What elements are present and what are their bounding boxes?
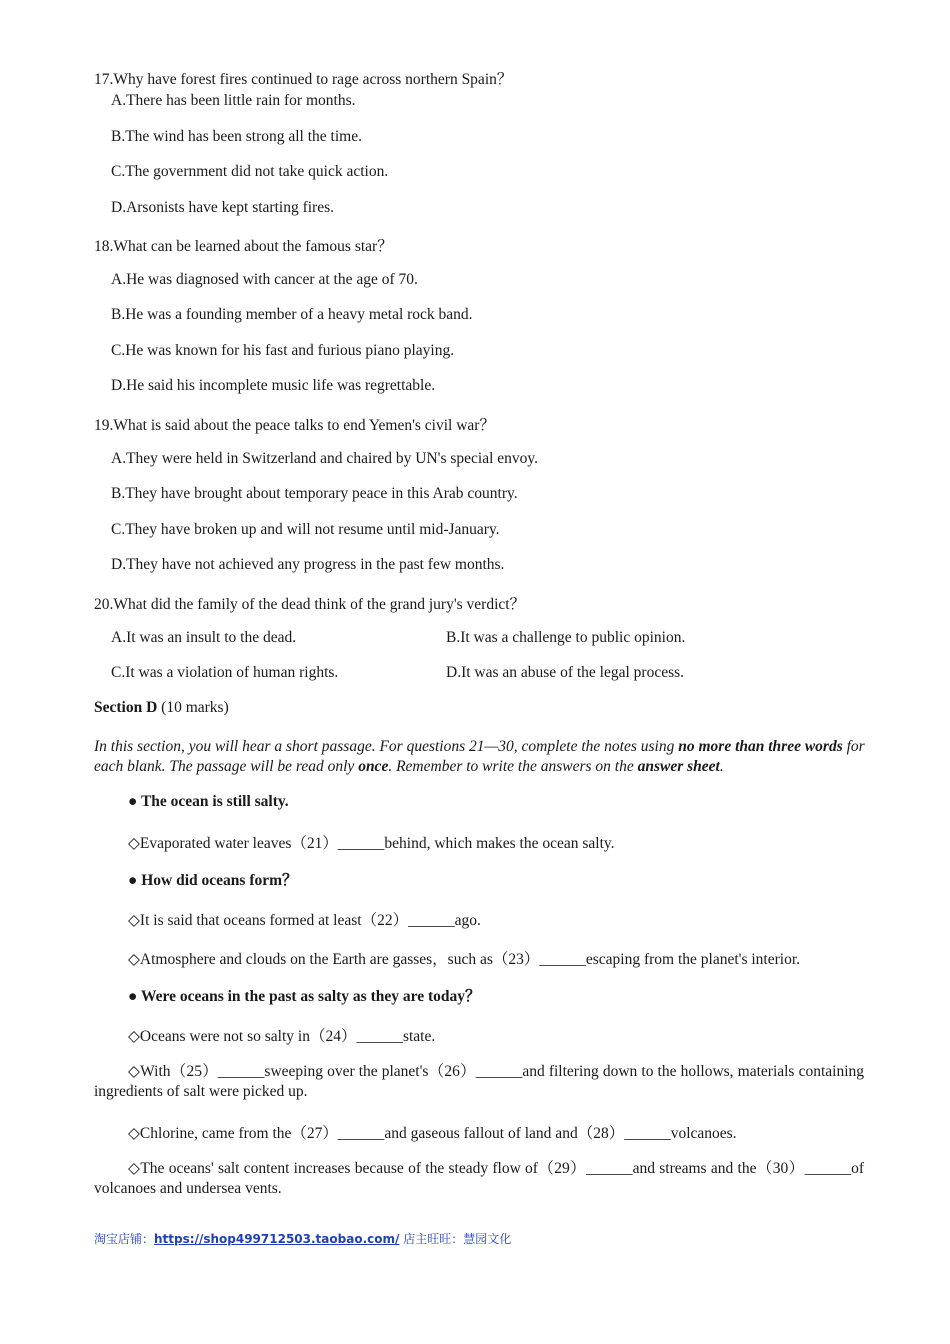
note-23: ◇Atmosphere and clouds on the Earth are gasses，such as（23）______escaping from the planet's interior. bbox=[128, 951, 801, 968]
question-19-option-d: D.They have not achieved any progress in the past few months. bbox=[111, 556, 505, 573]
question-17-option-a: A.There has been little rain for months. bbox=[111, 92, 356, 109]
instr-text-4: . bbox=[719, 758, 724, 775]
notes-heading-1: ● The ocean is still salty. bbox=[128, 793, 289, 810]
question-17-option-c: C.The government did not take quick action. bbox=[111, 163, 389, 180]
shop-link[interactable]: https://shop499712503.taobao.com/ bbox=[154, 1232, 400, 1246]
footer-prefix: 淘宝店铺： bbox=[94, 1232, 155, 1246]
instr-bold-3: answer sheet bbox=[637, 758, 720, 775]
instr-bold-2: once bbox=[358, 758, 389, 775]
question-19-option-c: C.They have broken up and will not resume until mid-January. bbox=[111, 521, 500, 538]
instr-text-1: In this section, you will hear a short passage. For questions 21—30, complete the notes using bbox=[94, 738, 679, 755]
note-29-30: ◇The oceans' salt content increases because of the steady flow of（29）______and streams and the（30）______of volcanoes and undersea vents. bbox=[94, 1160, 864, 1197]
question-20-option-d: D.It was an abuse of the legal process. bbox=[446, 664, 685, 681]
question-18-option-c: C.He was known for his fast and furious piano playing. bbox=[111, 342, 455, 359]
footer-suffix: 店主旺旺：慧园文化 bbox=[399, 1232, 512, 1246]
note-25-26: ◇With（25）______sweeping over the planet's（26）______and filtering down to the hollows, materials containing ingredients of salt were picked up. bbox=[94, 1063, 864, 1100]
footer bbox=[94, 1230, 511, 1247]
question-20-option-c: C.It was a violation of human rights. bbox=[111, 664, 339, 681]
section-d-heading bbox=[94, 699, 229, 717]
question-18-option-d: D.He said his incomplete music life was regrettable. bbox=[111, 377, 436, 394]
question-18-option-a: A.He was diagnosed with cancer at the age of 70. bbox=[111, 271, 418, 288]
note-27-28: ◇Chlorine, came from the（27）______and gaseous fallout of land and（28）______volcanoes. bbox=[128, 1125, 737, 1142]
notes-heading-3: ● Were oceans in the past as salty as they are today？ bbox=[128, 988, 481, 1005]
note-24: ◇Oceans were not so salty in（24）______state. bbox=[128, 1028, 436, 1045]
instr-text-3: . Remember to write the answers on the bbox=[388, 758, 638, 775]
question-18-stem: 18.What can be learned about the famous star？ bbox=[94, 238, 393, 255]
question-20-option-b: B.It was a challenge to public opinion. bbox=[446, 629, 686, 646]
section-d-title: Section D bbox=[94, 699, 158, 716]
instr-bold-1: no more than three words bbox=[678, 738, 843, 755]
question-17-option-b: B.The wind has been strong all the time. bbox=[111, 128, 362, 145]
question-19-stem: 19.What is said about the peace talks to end Yemen's civil war？ bbox=[94, 417, 495, 434]
question-20-stem: 20.What did the family of the dead think of the grand jury's verdict？ bbox=[94, 596, 526, 613]
section-d-marks: (10 marks) bbox=[157, 699, 229, 716]
section-d-instructions bbox=[94, 737, 866, 777]
question-17-stem: 17.Why have forest fires continued to rage across northern Spain？ bbox=[94, 71, 513, 88]
notes-heading-2: ● How did oceans form？ bbox=[128, 872, 298, 889]
question-18-option-b: B.He was a founding member of a heavy metal rock band. bbox=[111, 306, 473, 323]
question-19-option-b: B.They have brought about temporary peace in this Arab country. bbox=[111, 485, 518, 502]
question-20-option-a: A.It was an insult to the dead. bbox=[111, 629, 297, 646]
note-21: ◇Evaporated water leaves（21）______behind, which makes the ocean salty. bbox=[128, 835, 615, 852]
question-19-option-a: A.They were held in Switzerland and chaired by UN's special envoy. bbox=[111, 450, 539, 467]
question-17-option-d: D.Arsonists have kept starting fires. bbox=[111, 199, 334, 216]
instr-text-2: for each blank. The passage will be read only bbox=[94, 738, 865, 775]
note-22: ◇It is said that oceans formed at least（22）______ago. bbox=[128, 912, 481, 929]
